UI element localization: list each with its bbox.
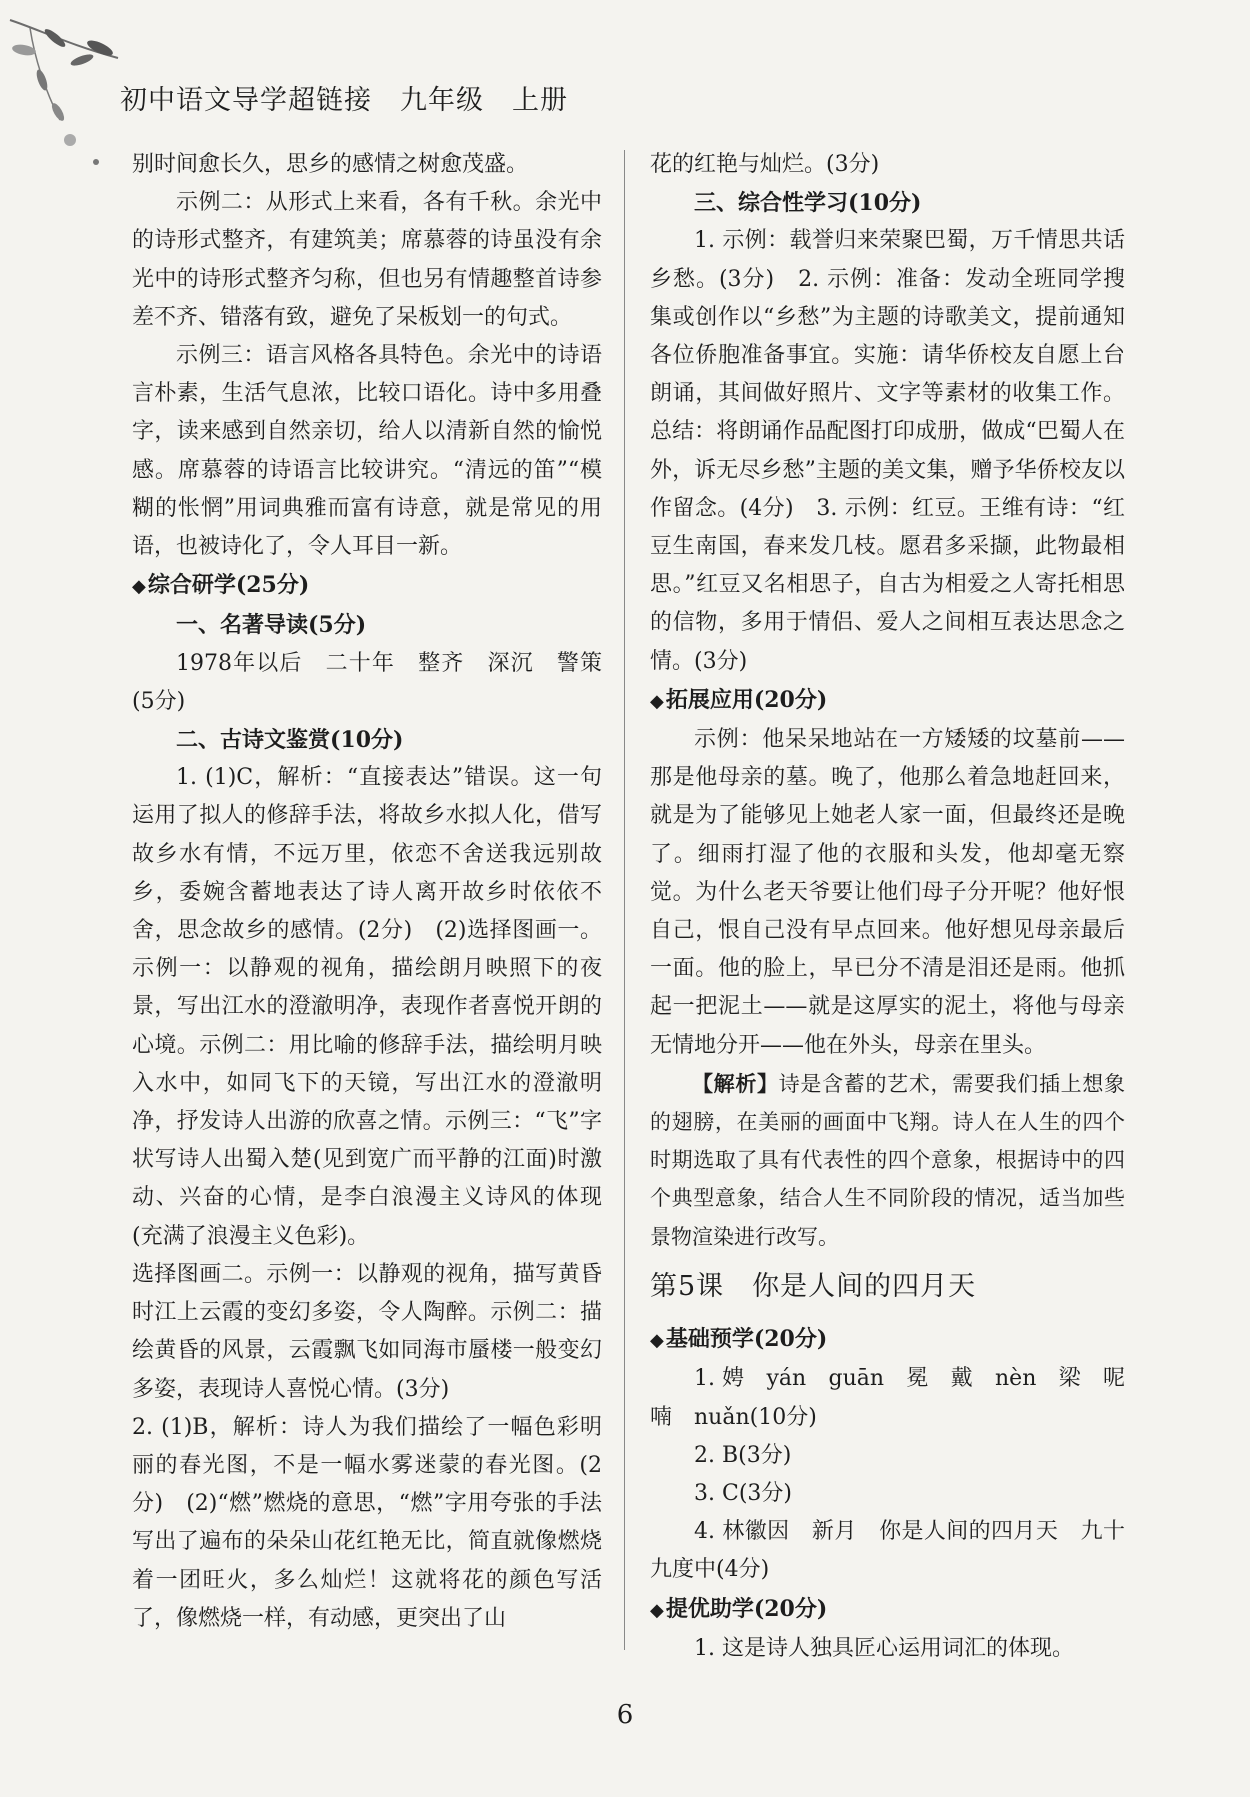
paragraph: 花的红艳与灿烂。(3分)	[650, 152, 880, 177]
section-heading	[132, 566, 602, 606]
subsection-heading: 一、名著导读(5分)	[176, 612, 367, 639]
lesson-title: 第5课 你是人间的四月天	[650, 1270, 977, 1302]
paragraph: 选择图画二。示例一：以静观的视角，描写黄昏时江上云霞的变幻多姿，令人陶醉。示例二：描绘黄昏的风景，云霞飘飞如同海市蜃楼一般变幻多姿，表现诗人喜悦心情。(3分)	[132, 1261, 602, 1402]
analysis-text: 诗是含蓄的艺术，需要我们插上想象的翅膀，在美丽的画面中飞翔。诗人在人生的四个时期选取了具有代表性的四个意象，根据诗中的四个典型意象，结合人生不同阶段的情况，适当加些景物渲染进行改写。	[650, 1071, 1126, 1249]
analysis-paragraph	[650, 1065, 1125, 1256]
answer-item: 1. 娉 yán guān 冕 戴 nèn 梁 呢 喃 nuǎn(10分)	[650, 1366, 1148, 1430]
paragraph: 1. 示例：载誉归来荣聚巴蜀，万千情思共话乡愁。(3分) 2. 示例：准备：发动全班同学搜集或创作以“乡愁”为主题的诗歌美文，提前通知各位侨胞准备事宜。实施：请华侨校友自愿上台朗诵，其间做好照片、文字等素材的收集工作。总结：将朗诵作品配图打印成册，做成“巴蜀人在外，诉无尽乡愁”主题的美文集，赠予华侨校友以作留念。(4分) 3. 示例：红豆。王维有诗：“红豆生南国，春来发几枝。愿君多采撷，此物最相思。”红豆又名相思子，自古为相爱之人寄托相思的信物，多用于情侣、爱人之间相互表达思念之情。(3分)	[650, 228, 1125, 674]
analysis-label: 【解析】	[692, 1071, 779, 1096]
column-divider	[624, 150, 625, 1650]
answer-item: 4. 林徽因 新月 你是人间的四月天 九十九度中(4分)	[650, 1519, 1125, 1583]
section-heading	[650, 1590, 1125, 1630]
diamond-icon: ◆	[132, 576, 146, 598]
section-heading-text: 综合研学(25分)	[147, 572, 310, 599]
section-heading	[650, 1320, 1125, 1360]
diamond-icon: ◆	[650, 1599, 664, 1621]
section-heading-text: 提优助学(20分)	[665, 1595, 828, 1622]
paragraph: 示例二：从形式上来看，各有千秋。余光中的诗形式整齐，有建筑美；席慕蓉的诗虽没有余光中的诗形式整齐匀称，但也另有情趣整首诗参差不齐、错落有致，避免了呆板划一的句式。	[132, 190, 602, 330]
page-header-title: 初中语文导学超链接 九年级 上册	[120, 85, 568, 116]
branch-decoration-icon	[0, 0, 130, 170]
paragraph: 1. (1)C，解析：“直接表达”错误。这一句运用了拟人的修辞手法，将故乡水拟人化，借写故乡水有情，不远万里，依恋不舍送我远别故乡，委婉含蓄地表达了诗人离开故乡时依依不舍，思念故乡的感情。(2分) (2)选择图画一。示例一：以静观的视角，描绘朗月映照下的夜景，写出江水的澄澈明净，表现作者喜悦开朗的心境。示例二：用比喻的修辞手法，描绘明月映入水中，如同飞下的天镜，写出江水的澄澈明净，抒发诗人出游的欣喜之情。示例三：“飞”字状写诗人出蜀入楚(见到宽广而平静的江面)时激动、兴奋的心情，是李白浪漫主义诗风的体现(充满了浪漫主义色彩)。	[132, 765, 602, 1249]
paragraph: 示例三：语言风格各具特色。余光中的诗语言朴素，生活气息浓，比较口语化。诗中多用叠字，读来感到自然亲切，给人以清新自然的愉悦感。席慕蓉的诗语言比较讲究。“清远的笛”“模糊的怅惘”用词典雅而富有诗意，就是常见的用语，也被诗化了，令人耳目一新。	[132, 343, 602, 560]
left-column	[132, 146, 602, 1638]
page-number: 6	[616, 1700, 634, 1730]
paragraph: 示例：他呆呆地站在一方矮矮的坟墓前——那是他母亲的墓。晚了，他那么着急地赶回来，就是为了能够见上她老人家一面，但最终还是晚了。细雨打湿了他的衣服和头发，他却毫无察觉。为什么老天爷要让他们母子分开呢？他好恨自己，恨自己没有早点回来。他好想见母亲最后一面。他的脸上，早已分不清是泪还是雨。他抓起一把泥土——就是这厚实的泥土，将他与母亲无情地分开——他在外头，母亲在里头。	[650, 727, 1125, 1058]
paragraph: 2. (1)B，解析：诗人为我们描绘了一幅色彩明丽的春光图，不是一幅水雾迷蒙的春光图。(2分) (2)“燃”燃烧的意思，“燃”字用夸张的手法写出了遍布的朵朵山花红艳无比，简直就像燃烧着一团旺火，多么灿烂！这就将花的颜色写活了，像燃烧一样，有动感，更突出了山	[132, 1414, 602, 1631]
paragraph: 别时间愈长久，思乡的感情之树愈茂盛。	[132, 152, 529, 177]
subsection-heading: 三、综合性学习(10分)	[694, 190, 922, 217]
section-heading-text: 拓展应用(20分)	[665, 686, 828, 713]
right-column	[650, 146, 1148, 1668]
diamond-icon: ◆	[650, 1330, 664, 1352]
answer-item: 1. 这是诗人独具匠心运用词汇的体现。	[694, 1635, 1074, 1661]
section-heading	[650, 681, 1125, 721]
paragraph: 1978年以后 二十年 整齐 深沉 警策(5分)	[132, 650, 602, 714]
answer-item: 2. B(3分)	[694, 1442, 792, 1468]
answer-item: 3. C(3分)	[694, 1480, 792, 1506]
section-heading-text: 基础预学(20分)	[665, 1326, 828, 1353]
diamond-icon: ◆	[650, 690, 664, 712]
subsection-heading: 二、古诗文鉴赏(10分)	[176, 727, 404, 754]
